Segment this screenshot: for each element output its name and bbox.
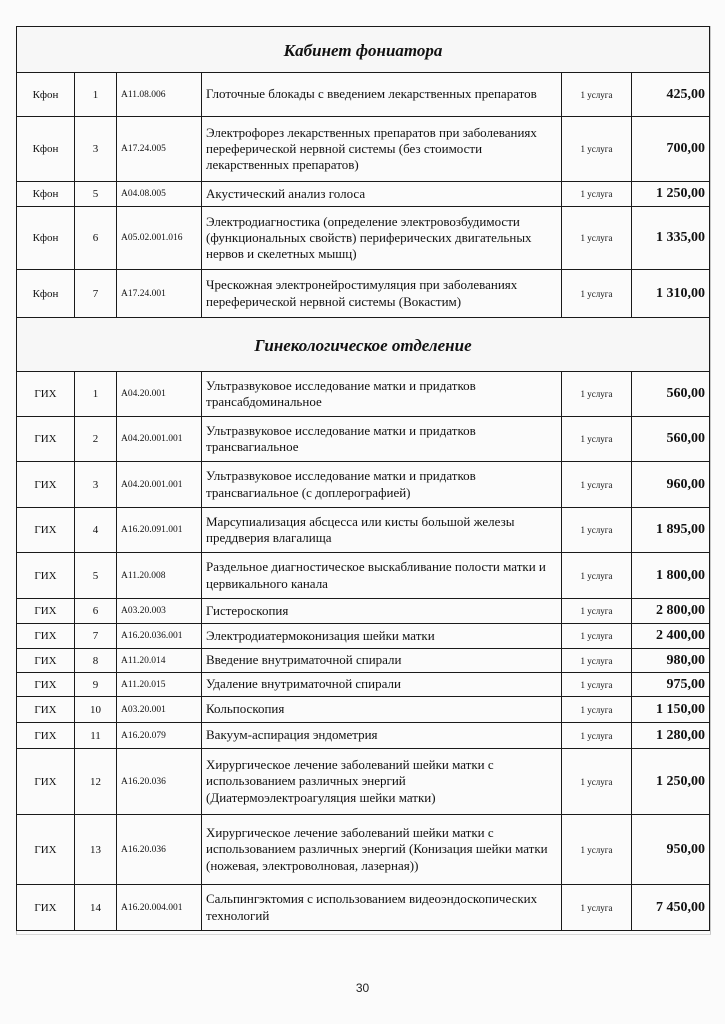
unit-cell: 1 услуга — [562, 697, 632, 723]
unit-cell: 1 услуга — [562, 182, 632, 207]
service-name-cell: Удаление внутриматочной спирали — [202, 673, 562, 697]
code-cell: A11.20.014 — [117, 649, 202, 673]
code-cell: A17.24.001 — [117, 270, 202, 318]
code-cell: A04.20.001.001 — [117, 417, 202, 462]
table-row — [17, 462, 710, 508]
unit-cell: 1 услуга — [562, 372, 632, 417]
number-cell: 5 — [75, 182, 117, 207]
number-cell: 13 — [75, 815, 117, 885]
code-cell: A05.02.001.016 — [117, 207, 202, 270]
table-row — [17, 117, 710, 182]
table-row — [17, 372, 710, 417]
service-name-cell: Электродиатермоконизация шейки матки — [202, 624, 562, 649]
service-name-cell: Сальпингэктомия с использованием видеоэндоскопических технологий — [202, 885, 562, 931]
price-cell: 1 150,00 — [632, 697, 710, 723]
service-name-cell: Электродиагностика (определение электровозбудимости (функциональных свойств) периферических двигательных нервов и скелетных мышц) — [202, 207, 562, 270]
dept-cell: ГИХ — [17, 885, 75, 931]
table-row — [17, 649, 710, 673]
number-cell: 4 — [75, 508, 117, 553]
service-name-cell: Ультразвуковое исследование матки и придатков трансвагиальное (с доплерографией) — [202, 462, 562, 508]
table-row — [17, 73, 710, 117]
unit-cell: 1 услуга — [562, 508, 632, 553]
unit-cell: 1 услуга — [562, 553, 632, 599]
price-cell: 425,00 — [632, 73, 710, 117]
number-cell: 6 — [75, 599, 117, 624]
code-cell: A11.08.006 — [117, 73, 202, 117]
number-cell: 14 — [75, 885, 117, 931]
unit-cell: 1 услуга — [562, 599, 632, 624]
number-cell: 12 — [75, 749, 117, 815]
number-cell: 6 — [75, 207, 117, 270]
unit-cell: 1 услуга — [562, 117, 632, 182]
price-cell: 1 800,00 — [632, 553, 710, 599]
number-cell: 5 — [75, 553, 117, 599]
price-cell: 1 310,00 — [632, 270, 710, 318]
dept-cell: ГИХ — [17, 599, 75, 624]
dept-cell: Кфон — [17, 117, 75, 182]
table-row — [17, 673, 710, 697]
code-cell: A04.20.001.001 — [117, 462, 202, 508]
code-cell: A03.20.001 — [117, 697, 202, 723]
table-row — [17, 723, 710, 749]
service-name-cell: Введение внутриматочной спирали — [202, 649, 562, 673]
dept-cell: ГИХ — [17, 673, 75, 697]
dept-cell: ГИХ — [17, 649, 75, 673]
number-cell: 3 — [75, 117, 117, 182]
service-name-cell: Марсупиализация абсцесса или кисты большой железы преддверия влагалища — [202, 508, 562, 553]
number-cell: 7 — [75, 270, 117, 318]
unit-cell: 1 услуга — [562, 749, 632, 815]
dept-cell: ГИХ — [17, 372, 75, 417]
service-name-cell: Акустический анализ голоса — [202, 182, 562, 207]
table-row — [17, 599, 710, 624]
code-cell: A04.08.005 — [117, 182, 202, 207]
unit-cell: 1 услуга — [562, 417, 632, 462]
number-cell: 7 — [75, 624, 117, 649]
service-name-cell: Вакуум-аспирация эндометрия — [202, 723, 562, 749]
code-cell: A16.20.091.001 — [117, 508, 202, 553]
service-name-cell: Кольпоскопия — [202, 697, 562, 723]
unit-cell: 1 услуга — [562, 73, 632, 117]
number-cell: 10 — [75, 697, 117, 723]
code-cell: A16.20.079 — [117, 723, 202, 749]
unit-cell: 1 услуга — [562, 462, 632, 508]
table-row — [17, 624, 710, 649]
price-cell: 1 250,00 — [632, 749, 710, 815]
price-cell: 7 450,00 — [632, 885, 710, 931]
code-cell: A11.20.008 — [117, 553, 202, 599]
code-cell: A11.20.015 — [117, 673, 202, 697]
unit-cell: 1 услуга — [562, 624, 632, 649]
unit-cell: 1 услуга — [562, 885, 632, 931]
price-cell: 700,00 — [632, 117, 710, 182]
table-row — [17, 697, 710, 723]
table-row — [17, 815, 710, 885]
table-row — [17, 885, 710, 931]
price-cell: 1 895,00 — [632, 508, 710, 553]
section-title: Гинекологическое отделение — [17, 318, 710, 372]
price-cell: 975,00 — [632, 673, 710, 697]
dept-cell: Кфон — [17, 270, 75, 318]
price-cell: 960,00 — [632, 462, 710, 508]
number-cell: 1 — [75, 372, 117, 417]
table-row — [17, 270, 710, 318]
number-cell: 9 — [75, 673, 117, 697]
dept-cell: Кфон — [17, 207, 75, 270]
table-row — [17, 207, 710, 270]
number-cell: 2 — [75, 417, 117, 462]
number-cell: 3 — [75, 462, 117, 508]
code-cell: A16.20.036.001 — [117, 624, 202, 649]
dept-cell: ГИХ — [17, 508, 75, 553]
dept-cell: Кфон — [17, 182, 75, 207]
price-cell: 1 335,00 — [632, 207, 710, 270]
code-cell: A17.24.005 — [117, 117, 202, 182]
code-cell: A16.20.036 — [117, 815, 202, 885]
unit-cell: 1 услуга — [562, 673, 632, 697]
unit-cell: 1 услуга — [562, 649, 632, 673]
dept-cell: ГИХ — [17, 749, 75, 815]
table-row — [17, 508, 710, 553]
price-cell: 560,00 — [632, 417, 710, 462]
price-cell: 950,00 — [632, 815, 710, 885]
dept-cell: ГИХ — [17, 697, 75, 723]
service-name-cell: Электрофорез лекарственных препаратов при заболеваниях переферической нервной системы (без стоимости лекарственных препаратов) — [202, 117, 562, 182]
price-table — [16, 26, 710, 931]
page-number: 30 — [355, 981, 370, 995]
service-name-cell: Гистероскопия — [202, 599, 562, 624]
dept-cell: ГИХ — [17, 723, 75, 749]
number-cell: 11 — [75, 723, 117, 749]
dept-cell: Кфон — [17, 73, 75, 117]
code-cell: A03.20.003 — [117, 599, 202, 624]
price-cell: 1 250,00 — [632, 182, 710, 207]
service-name-cell: Раздельное диагностическое выскабливание полости матки и цервикального канала — [202, 553, 562, 599]
table-row — [17, 182, 710, 207]
service-name-cell: Хирургическое лечение заболеваний шейки матки с использованием различных энергий (Конизация шейки матки (ножевая, электроволновая, лазерная)) — [202, 815, 562, 885]
price-cell: 2 800,00 — [632, 599, 710, 624]
price-cell: 2 400,00 — [632, 624, 710, 649]
number-cell: 8 — [75, 649, 117, 673]
unit-cell: 1 услуга — [562, 207, 632, 270]
price-cell: 1 280,00 — [632, 723, 710, 749]
service-name-cell: Хирургическое лечение заболеваний шейки матки с использованием различных энергий (Диатермоэлектроагуляция шейки матки) — [202, 749, 562, 815]
number-cell: 1 — [75, 73, 117, 117]
section-title: Кабинет фониатора — [17, 27, 710, 73]
dept-cell: ГИХ — [17, 815, 75, 885]
dept-cell: ГИХ — [17, 624, 75, 649]
dept-cell: ГИХ — [17, 553, 75, 599]
code-cell: A16.20.036 — [117, 749, 202, 815]
table-row — [17, 553, 710, 599]
unit-cell: 1 услуга — [562, 815, 632, 885]
code-cell: A04.20.001 — [117, 372, 202, 417]
section-header-row — [17, 27, 710, 73]
service-name-cell: Чрескожная электронейростимуляция при заболеваниях переферической нервной системы (Вокастим) — [202, 270, 562, 318]
service-name-cell: Ультразвуковое исследование матки и придатков трансвагиальное — [202, 417, 562, 462]
dept-cell: ГИХ — [17, 417, 75, 462]
unit-cell: 1 услуга — [562, 270, 632, 318]
unit-cell: 1 услуга — [562, 723, 632, 749]
code-cell: A16.20.004.001 — [117, 885, 202, 931]
table-row — [17, 749, 710, 815]
price-cell: 560,00 — [632, 372, 710, 417]
service-name-cell: Глоточные блокады с введением лекарственных препаратов — [202, 73, 562, 117]
dept-cell: ГИХ — [17, 462, 75, 508]
price-cell: 980,00 — [632, 649, 710, 673]
table-row — [17, 417, 710, 462]
service-name-cell: Ультразвуковое исследование матки и придатков трансабдоминальное — [202, 372, 562, 417]
section-header-row — [17, 318, 710, 372]
